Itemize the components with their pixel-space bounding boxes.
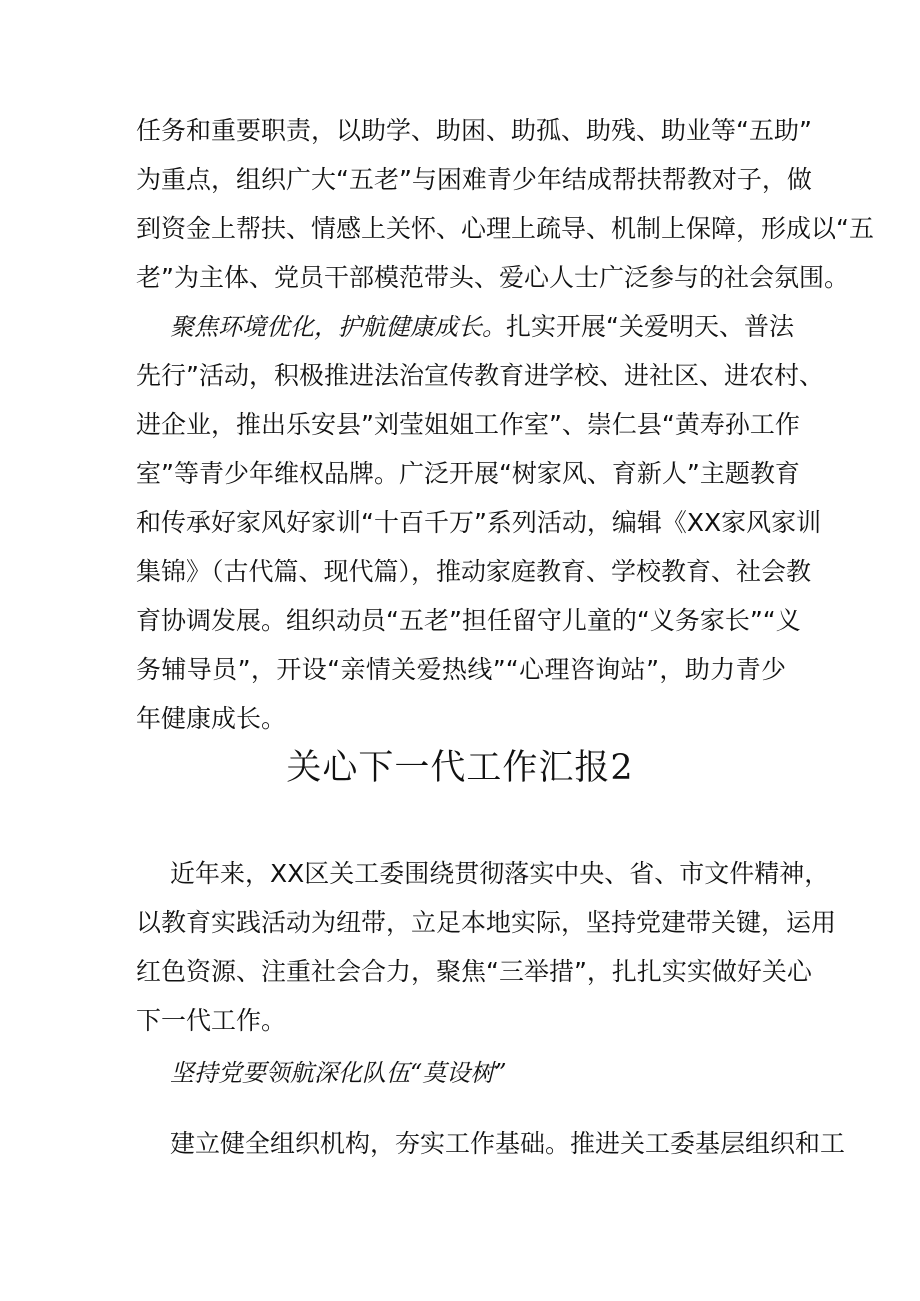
paragraph-line: 集锦》（古代篇、现代篇），推动家庭教育、学校教育、社会教 xyxy=(136,557,812,586)
paragraph-line: 年健康成长。 xyxy=(136,704,287,733)
paragraph-line: 任务和重要职责，以助学、助困、助孤、助残、助业等“五助” xyxy=(136,116,812,145)
paragraph-first-line xyxy=(170,309,794,345)
subheading: 坚持党要领航深化队伍“莫设树” xyxy=(170,1059,507,1087)
paragraph-line: 建立健全组织机构，夯实工作基础。推进关工委基层组织和工 xyxy=(170,1129,846,1158)
paragraph-line: 务辅导员”，开设“亲情关爱热线”“心理咨询站”，助力青少 xyxy=(136,655,786,684)
paragraph-line: 为重点，组织广大“五老”与困难青少年结成帮扶帮教对子，做 xyxy=(136,165,812,194)
section-title: 关心下一代工作汇报2 xyxy=(286,748,634,788)
paragraph-line: 到资金上帮扶、情感上关怀、心理上疏导、机制上保障，形成以“五 xyxy=(136,214,874,243)
paragraph-line: 红色资源、注重社会合力，聚焦“三举措”，扎扎实实做好关心 xyxy=(136,957,812,986)
paragraph-line: 先行”活动，积极推进法治宣传教育进学校、进社区、进农村、 xyxy=(136,361,824,390)
paragraph-line: 下一代工作。 xyxy=(136,1006,287,1035)
paragraph-line: 老”为主体、党员干部模范带头、爱心人士广泛参与的社会氛围。 xyxy=(136,263,849,292)
paragraph-line: 和传承好家风好家训“十百千万”系列活动，编辑《XX家风家训 xyxy=(136,508,822,537)
inline-heading: 聚焦环境优化，护航健康成长。 xyxy=(170,313,506,341)
paragraph-line: 室”等青少年维权品牌。广泛开展“树家风、育新人”主题教育 xyxy=(136,459,800,488)
paragraph-text: 扎实开展“关爱明天、普法 xyxy=(506,312,794,341)
paragraph-line: 近年来，XX区关工委围绕贯彻落实中央、省、市文件精神， xyxy=(170,859,830,888)
paragraph-line: 进企业，推出乐安县”刘莹姐姐工作室”、崇仁县“黄寿孙工作 xyxy=(136,410,800,439)
paragraph-line: 育协调发展。组织动员“五老”担任留守儿童的“义务家长”“义 xyxy=(136,606,801,635)
paragraph-line: 以教育实践活动为纽带，立足本地实际，坚持党建带关键，运用 xyxy=(136,908,837,937)
